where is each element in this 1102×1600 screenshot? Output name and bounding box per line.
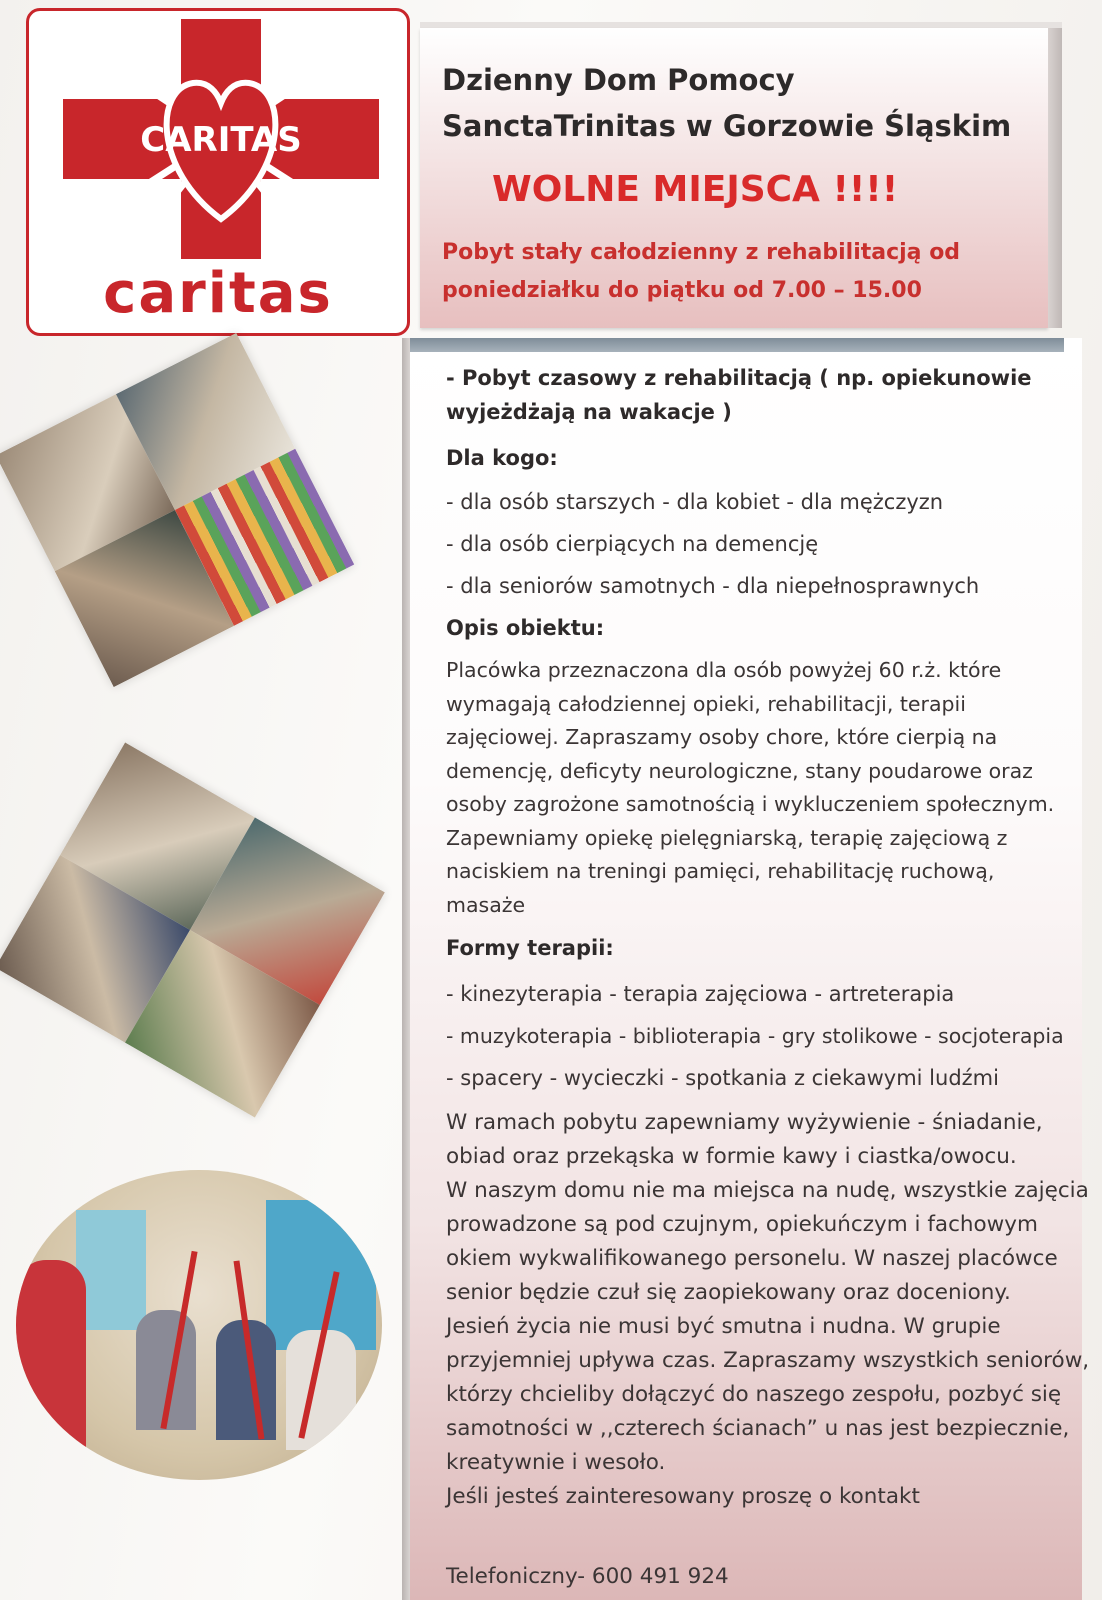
therapy-heading: Formy terapii: (446, 936, 614, 960)
closing-line: okiem wykwalifikowanego personelu. W naszej placówce (446, 1246, 1058, 1271)
therapy-item: - spacery - wycieczki - spotkania z ciekawymi ludźmi (446, 1066, 999, 1090)
facility-heading: Opis obiektu: (446, 616, 605, 640)
title-line-1: Dzienny Dom Pomocy (442, 63, 795, 97)
photo-exercise-group (16, 1170, 382, 1480)
header-panel (420, 28, 1060, 328)
facility-line: demencję, deficyty neurologiczne, stany poudarowe oraz (446, 758, 1033, 783)
closing-line: W naszym domu nie ma miejsca na nudę, wszystkie zajęcia (446, 1178, 1089, 1203)
caritas-cross-icon (63, 19, 379, 259)
facility-line: Zapewniamy opiekę pielęgniarską, terapię zajęciową z (446, 825, 1008, 850)
temp-stay-line-2: wyjeżdżają na wakacje ) (446, 400, 732, 424)
facility-line: wymagają całodziennej opieki, rehabilitacji, terapii (446, 691, 966, 716)
stay-line-1: Pobyt stały całodzienny z rehabilitacją od (442, 240, 961, 265)
facility-line: naciskiem na treningi pamięci, rehabilitację ruchową, (446, 859, 995, 883)
stay-line-2: poniedziałku do piątku od 7.00 – 15.00 (442, 278, 922, 303)
title-line-2: SanctaTrinitas w Gorzowie Śląskim (442, 109, 1012, 143)
closing-text (446, 1106, 1089, 1514)
facility-line: osoby zagrożone samotnością i wykluczeniem społecznym. (446, 792, 1055, 816)
facility-line: masaże (446, 892, 526, 917)
closing-line: którzy chcieliby dołączyć do naszego zespołu, pozbyć się (446, 1382, 1062, 1407)
logo-ring-text: CARITAS (140, 120, 302, 160)
for-whom-item: - dla osób cierpiących na demencję (446, 532, 819, 556)
closing-line: senior będzie czuł się zaopiekowany oraz doceniony. (446, 1280, 1011, 1305)
photo-collage-crafts (0, 333, 354, 687)
closing-line: W ramach pobytu zapewniamy wyżywienie - śniadanie, (446, 1110, 1043, 1135)
temp-stay-line-1: - Pobyt czasowy z rehabilitacją ( np. opiekunowie (446, 366, 1032, 390)
closing-line: przyjemniej upływa czas. Zapraszamy wszystkich seniorów, (446, 1348, 1090, 1373)
therapy-item: - kinezyterapia - terapia zajęciowa - artreterapia (446, 982, 955, 1006)
for-whom-item: - dla seniorów samotnych - dla niepełnosprawnych (446, 574, 980, 598)
closing-line: obiad oraz przekąska w formie kawy i ciastka/owocu. (446, 1144, 1017, 1169)
closing-line: samotności w ,,czterech ścianach” u nas jest bezpiecznie, (446, 1416, 1070, 1441)
caritas-logo (26, 8, 410, 336)
full-day-stay-info (442, 234, 1052, 310)
facility-line: Placówka przeznaczona dla osób powyżej 60 r.ż. które (446, 658, 1002, 682)
closing-line: Jeśli jesteś zainteresowany proszę o kontakt (446, 1484, 920, 1509)
photo-collage-activities (0, 742, 385, 1117)
closing-line: Jesień życia nie musi być smutna i nudna. W grupie (446, 1314, 1001, 1339)
for-whom-heading: Dla kogo: (446, 446, 558, 470)
for-whom-item: - dla osób starszych - dla kobiet - dla mężczyzn (446, 490, 944, 514)
logo-wordmark: caritas (103, 261, 333, 326)
therapy-item: - muzykoterapia - biblioterapia - gry stolikowe - socjoterapia (446, 1024, 1064, 1048)
phone-contact: Telefoniczny- 600 491 924 (446, 1564, 729, 1589)
closing-line: prowadzone są pod czujnym, opiekuńczym i fachowym (446, 1212, 1038, 1237)
facility-line: zajęciowej. Zapraszamy osoby chore, które cierpią na (446, 725, 998, 749)
closing-line: kreatywnie i wesoło. (446, 1450, 666, 1475)
headline-free-places: WOLNE MIEJSCA !!!! (492, 169, 899, 210)
facility-description (446, 654, 1054, 922)
